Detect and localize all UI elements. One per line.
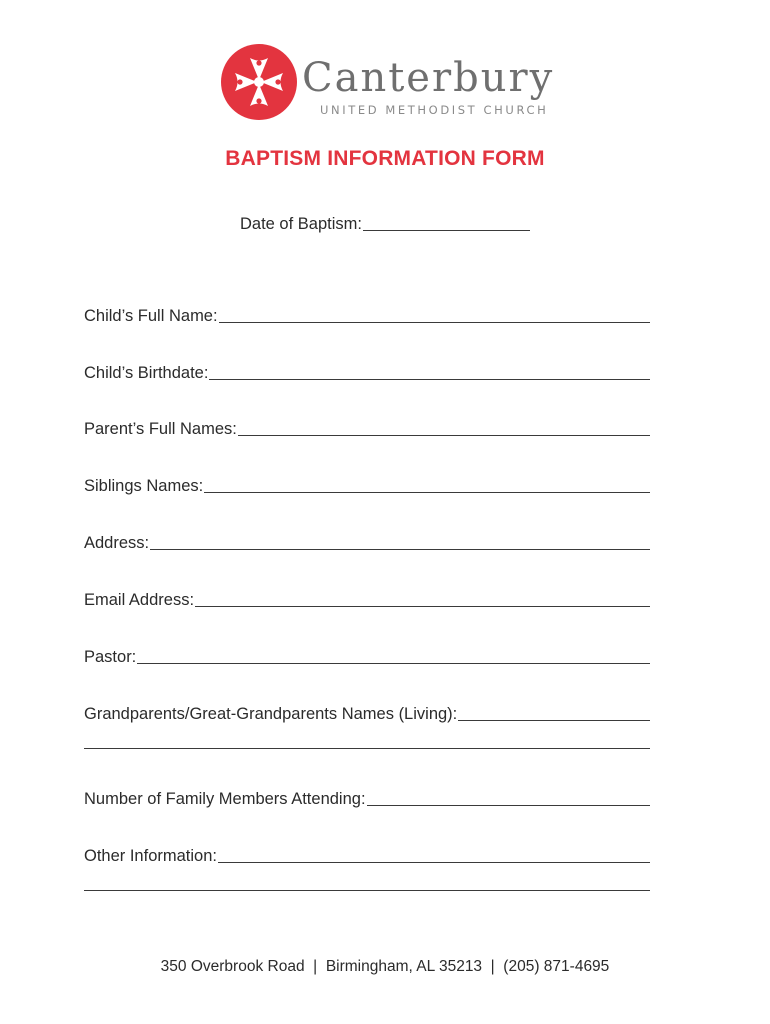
- pastor-field[interactable]: [84, 643, 650, 667]
- email-field[interactable]: [84, 586, 650, 610]
- address-label: Address:: [84, 534, 150, 552]
- footer-contact: 350 Overbrook Road | Birmingham, AL 35213 | (205) 871-4695: [160, 958, 610, 975]
- sibling-names-label: Siblings Names:: [84, 477, 204, 495]
- family-attending-field[interactable]: [84, 785, 650, 809]
- child-name-field[interactable]: [84, 302, 650, 326]
- child-birthdate-label: Child’s Birthdate:: [84, 364, 209, 382]
- logo-name: Canterbury: [302, 55, 555, 101]
- date-of-baptism-line[interactable]: [363, 212, 530, 231]
- pastor-label: Pastor:: [84, 648, 137, 666]
- church-logo: [221, 44, 555, 124]
- date-of-baptism-field[interactable]: [240, 210, 530, 234]
- grandparents-field[interactable]: [84, 700, 650, 724]
- child-name-line[interactable]: [219, 304, 650, 323]
- other-info-line[interactable]: [218, 844, 650, 863]
- sibling-names-line[interactable]: [204, 474, 650, 493]
- sibling-names-field[interactable]: [84, 472, 650, 496]
- date-of-baptism-label: Date of Baptism:: [240, 215, 362, 233]
- child-birthdate-line[interactable]: [209, 361, 650, 380]
- grandparents-extra-line[interactable]: [84, 747, 650, 749]
- family-attending-label: Number of Family Members Attending:: [84, 790, 366, 808]
- other-info-extra-line[interactable]: [84, 889, 650, 891]
- parent-names-field[interactable]: [84, 415, 650, 439]
- grandparents-label: Grandparents/Great-Grandparents Names (Living):: [84, 705, 458, 723]
- parent-names-label: Parent’s Full Names:: [84, 420, 237, 438]
- email-line[interactable]: [195, 588, 650, 607]
- form-title: BAPTISM INFORMATION FORM: [225, 147, 545, 170]
- grandparents-line[interactable]: [458, 702, 650, 721]
- email-label: Email Address:: [84, 591, 195, 609]
- pastor-line[interactable]: [137, 645, 650, 664]
- family-attending-line[interactable]: [367, 787, 650, 806]
- parent-names-line[interactable]: [238, 417, 650, 436]
- address-field[interactable]: [84, 529, 650, 553]
- child-name-label: Child’s Full Name:: [84, 307, 218, 325]
- other-info-label: Other Information:: [84, 847, 217, 865]
- logo-subtitle: UNITED METHODIST CHURCH: [320, 103, 549, 117]
- address-line[interactable]: [150, 531, 650, 550]
- child-birthdate-field[interactable]: [84, 359, 650, 383]
- cross-emblem-icon: [221, 44, 297, 120]
- other-info-field[interactable]: [84, 842, 650, 866]
